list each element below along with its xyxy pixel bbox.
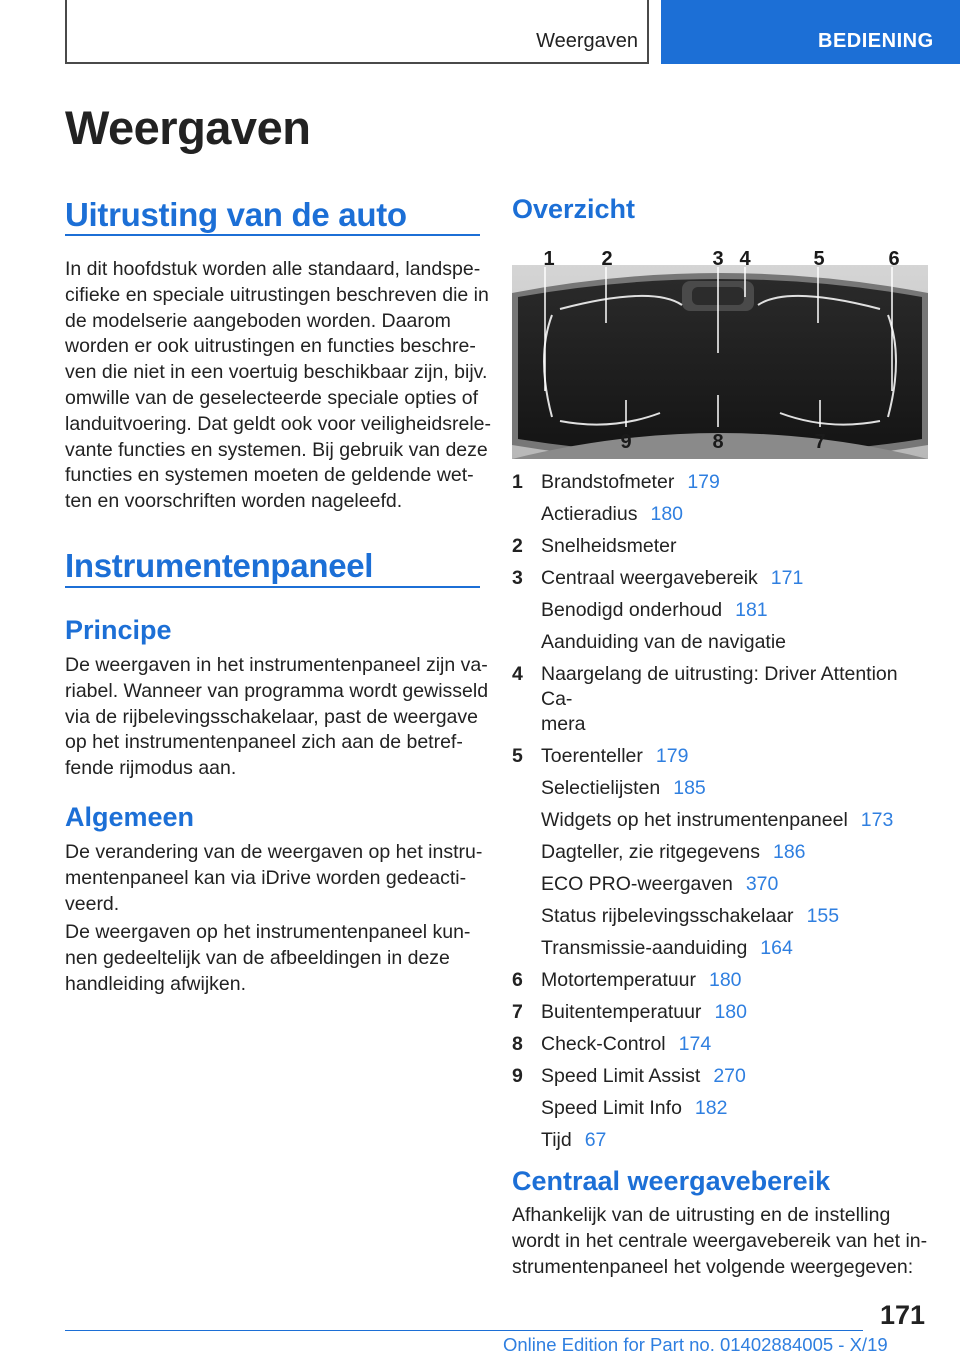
figure-label-9: 9 xyxy=(620,431,632,453)
heading-instrumentenpaneel: Instrumentenpaneel xyxy=(65,547,374,584)
heading-rule xyxy=(65,234,480,236)
overview-list xyxy=(512,470,932,1160)
paragraph-algemeen-2: De weergaven op het instrumentenpaneel kun- nen gedeeltelijk van de afbeeldingen in deze handleiding afwijken. xyxy=(65,921,471,995)
list-item: Aanduiding van de navigatie xyxy=(541,631,787,653)
paragraph-centraal: Afhankelijk van de uitrusting en de instelling wordt in het centrale weergavebereik van het in- strumentenpaneel het volgende weergegeven: xyxy=(512,1204,928,1278)
heading-uitrusting: Uitrusting van de auto xyxy=(65,196,407,233)
subheading-overzicht: Overzicht xyxy=(512,194,636,224)
page-link[interactable]: 180 xyxy=(708,969,742,991)
list-item: Transmissie-aanduiding 164 xyxy=(541,937,793,959)
page-link[interactable]: 174 xyxy=(678,1033,712,1055)
subheading-algemeen: Algemeen xyxy=(65,802,195,832)
figure-label-2: 2 xyxy=(601,248,613,270)
page-link[interactable]: 180 xyxy=(650,503,684,525)
heading-rule xyxy=(65,586,480,588)
list-item: 5 Toerenteller 179 xyxy=(512,745,689,767)
footer-edition: Online Edition for Part no. 01402884005 - X/19 xyxy=(503,1334,888,1355)
list-item: Status rijbelevingsschakelaar 155 xyxy=(541,905,840,927)
page-title: Weergaven xyxy=(65,101,311,154)
paragraph-algemeen-1: De verandering van de weergaven op het instru- mentenpaneel kan via iDrive worden gedeacti- veerd. xyxy=(65,841,483,915)
subheading-principe: Principe xyxy=(65,615,172,645)
page-link[interactable]: 179 xyxy=(687,471,720,493)
page-link[interactable]: 270 xyxy=(713,1065,746,1087)
figure-label-1: 1 xyxy=(543,248,555,270)
page-link[interactable]: 179 xyxy=(655,745,689,767)
page-link[interactable]: 171 xyxy=(770,567,804,589)
list-item: Widgets op het instrumentenpaneel 173 xyxy=(541,809,894,831)
page-link[interactable]: 182 xyxy=(694,1097,728,1119)
figure-label-5: 5 xyxy=(813,248,825,270)
figure-label-8: 8 xyxy=(712,431,724,453)
page-link[interactable]: 164 xyxy=(760,937,793,959)
list-item: 4 Naargelang de uitrusting: Driver Attention Ca- mera xyxy=(512,663,898,735)
list-item: 1 Brandstofmeter 179 xyxy=(512,471,720,493)
header-section-title: Weergaven xyxy=(536,30,638,52)
subheading-centraal: Centraal weergavebereik xyxy=(512,1166,831,1196)
header-chapter-tab: BEDIENING xyxy=(661,0,960,64)
list-item: 7 Buitentemperatuur 180 xyxy=(512,1001,747,1023)
page-link[interactable]: 181 xyxy=(735,599,768,621)
figure-label-6: 6 xyxy=(888,248,900,270)
list-item: Selectielijsten 185 xyxy=(541,777,706,799)
footer-rule xyxy=(65,1330,863,1331)
list-item: 8 Check-Control 174 xyxy=(512,1033,712,1055)
list-item: Dagteller, zie ritgegevens 186 xyxy=(541,841,806,863)
paragraph-principe: De weergaven in het instrumentenpaneel zijn va- riabel. Wanneer van programma wordt gewisseld via de rijbelevingsschakelaar, past de weergave op het instrumentenpaneel zich aan de betref- fende rijmodus aan. xyxy=(65,654,489,780)
page-link[interactable]: 180 xyxy=(714,1001,747,1023)
page-link[interactable]: 185 xyxy=(673,777,706,799)
list-item: 9 Speed Limit Assist 270 xyxy=(512,1065,746,1087)
page-link[interactable]: 173 xyxy=(860,809,894,831)
page-link[interactable]: 67 xyxy=(584,1129,607,1151)
figure-label-7: 7 xyxy=(814,431,826,453)
list-item: ECO PRO-weergaven 370 xyxy=(541,873,779,895)
list-item: 2 Snelheidsmeter xyxy=(512,535,677,557)
list-item: 6 Motortemperatuur 180 xyxy=(512,969,742,991)
instrument-panel-figure xyxy=(512,245,928,459)
paragraph-uitrusting: In dit hoofdstuk worden alle standaard, landspe- cifieke en speciale uitrustingen beschreven die in de modelserie aangeboden worden. Daarom worden er ook uitrustingen en functies beschre- ven die niet in een voertuig beschikbaar zijn, bijv. omwille van de geselecteerde speciale opties of landuitvoering. Dat geldt ook voor veiligheidsrele- vante functies en systemen. Bij gebruik van deze functies en systemen moeten de geldende wet- ten en voorschriften worden nageleefd. xyxy=(65,258,491,513)
figure-label-3: 3 xyxy=(712,248,724,270)
list-item: Actieradius 180 xyxy=(541,503,684,525)
page-link[interactable]: 155 xyxy=(806,905,840,927)
list-item: Tijd 67 xyxy=(541,1129,607,1151)
page-number: 171 xyxy=(880,1300,926,1330)
list-item: 3 Centraal weergavebereik 171 xyxy=(512,567,804,589)
list-item: Speed Limit Info 182 xyxy=(541,1097,728,1119)
page-link[interactable]: 186 xyxy=(772,841,806,863)
figure-label-4: 4 xyxy=(739,248,751,270)
list-item: Benodigd onderhoud 181 xyxy=(541,599,768,621)
page-link[interactable]: 370 xyxy=(745,873,779,895)
